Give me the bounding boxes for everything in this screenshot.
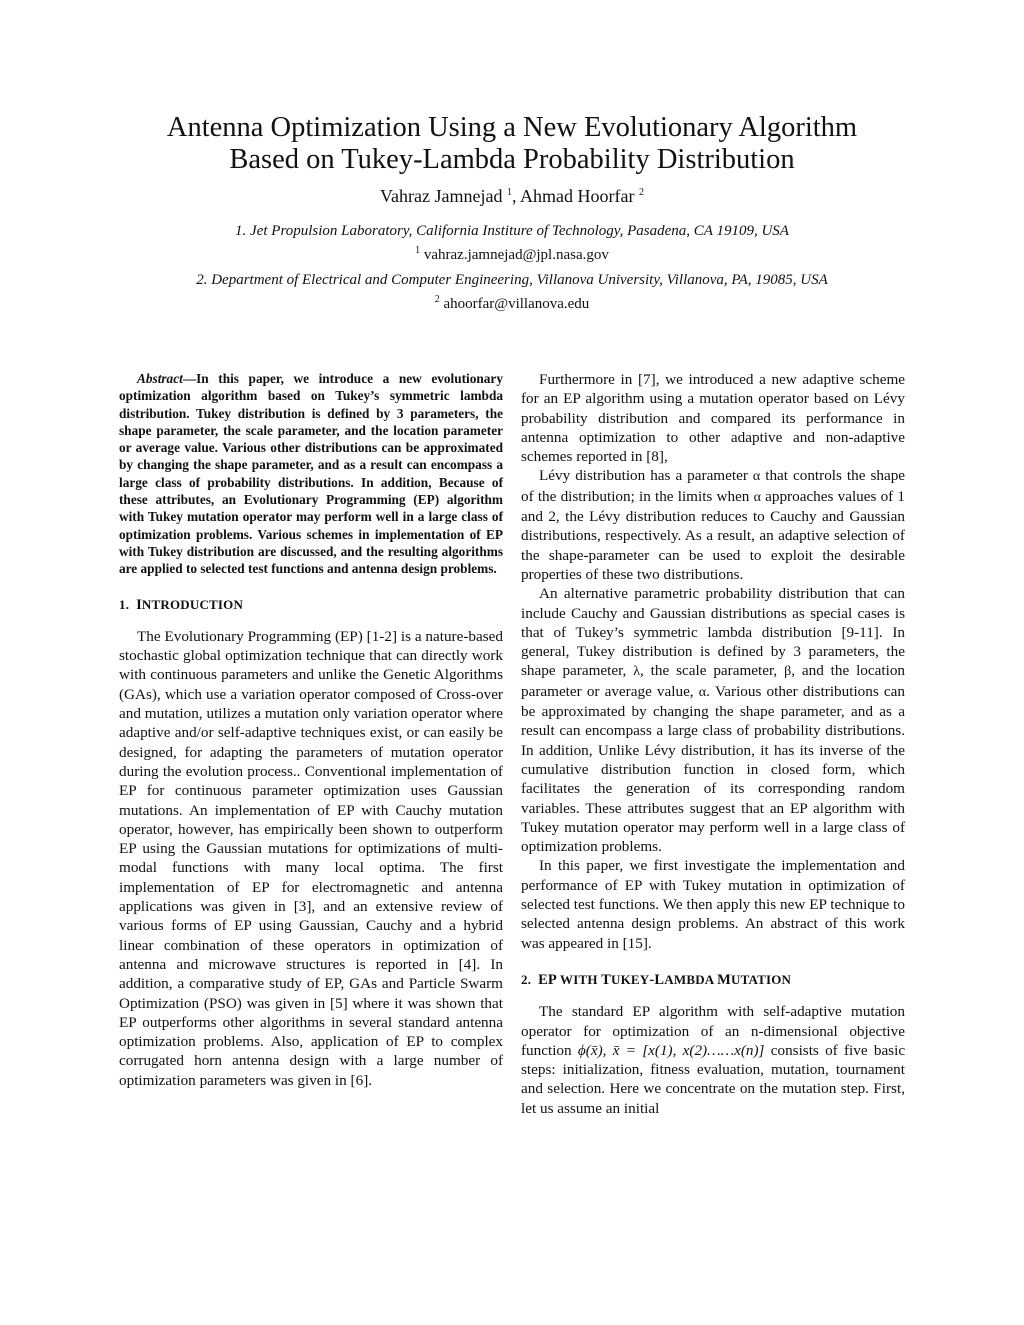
intro-paragraph-1: The Evolutionary Programming (EP) [1-2] is a nature-based stochastic global optimization technique that can directly work with continuous parameters and unlike the Genetic Algorithms (GAs), which use a variation operator composed of Cross-over and mutation, utilizes a mutation only variation operator where adaptive and/or self-adaptive techniques exist, or can easily be designed, for adapting the parameters of mutation operator during the evolution process.. Conventional implementation of EP for continuous parameter optimization uses Gaussian mutations. An implementation of EP with Cauchy mutation operator, however, has empirically been shown to outperform EP using the Gaussian mutations for optimizations of multi-modal functions with many local optima. The first implementation of EP for electromagnetic and antenna applications was given in [3], and an extensive review of various forms of EP using Gaussian, Cauchy and a hybrid linear combination of these operators in optimization of antenna and microwave structures is reported in [4]. In addition, a comparative study of EP, GAs and Particle Swarm Optimization (PSO) was given in [5] where it was shown that EP outperforms other algorithms in several standard antenna optimization problems. Also, application of EP to complex corrugated horn antenna design with a large number of optimization parameters was given in [6].	[119, 627, 503, 1089]
author-1: Vahraz Jamnejad	[380, 186, 503, 206]
abstract-label: Abstract	[137, 371, 183, 386]
intro-paragraph-4: An alternative parametric probability distribution that can include Cauchy and Gaussian distributions as special cases is that of Tukey’s symmetric lambda distribution [9-11]. In general, Tukey distribution is defined by 3 parameters, the shape parameter, λ, the scale parameter, β, and the location parameter or average value, α. Various other distributions can be approximated by changing the shape parameter, and as a result can encompass a large class of probability distributions. In addition, Unlike Lévy distribution, it has its inverse of the cumulative distribution function in closed form, which facilitates the generation of its corresponding random variables. These attributes suggest that an EP algorithm with Tukey mutation operator may perform well in a large class of optimization problems.	[521, 585, 906, 856]
title-line-2: Based on Tukey-Lambda Probability Distribution	[229, 144, 795, 175]
email-1: $^1$ vahraz.jamnejad@jpl.nasa.gov	[415, 245, 609, 263]
alpha-symbol: α	[752, 469, 761, 485]
author-2: Ahmad Hoorfar	[520, 186, 635, 206]
section-1-heading: 1. INTRODUCTION	[119, 596, 244, 613]
lambda-symbol: λ	[633, 664, 641, 680]
email-1-address[interactable]: vahraz.jamnejad@jpl.nasa.gov	[423, 247, 609, 263]
intro-paragraph-2: Furthermore in [7], we introduced a new adaptive scheme for an EP algorithm using a mutation operator based on Lévy probability distribution and compared its performance in antenna optimization to other adaptive and non-adaptive schemes reported in [8],	[521, 371, 905, 466]
paper-title	[0, 112, 1024, 176]
author-2-mark: 2	[638, 187, 644, 198]
title-line-1: Antenna Optimization Using a New Evolutionary Algorithm	[166, 112, 858, 143]
email-2: $^2$ ahoorfar@villanova.edu	[434, 294, 590, 312]
section-2-paragraph-1: The standard EP algorithm with self-adaptive mutation operator for optimization of an n-dimensional objective function ϕ(x̄), x̄ = [x(1), x(2)……x(n)] consists of five basic steps: initialization, fitness evaluation, mutation, tournament and selection. Here we concentrate on the mutation step. First, let us assume an initial	[521, 1003, 906, 1117]
author-list	[0, 185, 1024, 207]
alpha-symbol: α	[753, 489, 761, 505]
author-separator: ,	[511, 186, 520, 206]
affiliation-2: 2. Department of Electrical and Computer Engineering, Villanova University, Villanova, PA, 19085, USA	[196, 272, 828, 288]
abstract	[119, 370, 503, 578]
left-column	[119, 370, 503, 1090]
alpha-symbol: α	[698, 684, 707, 700]
affiliation-1: 1. Jet Propulsion Laboratory, California Institure of Technology, Pasadena, CA 19109, USA	[235, 223, 789, 239]
abstract-text: —In this paper, we introduce a new evolutionary optimization algorithm based on Tukey’s symmetric lambda distribution. Tukey distribution is defined by 3 parameters, the shape parameter, the scale parameter, and the location parameter or average value. Various other distributions can be approximated by changing the shape parameter, and as a result can encompass a large class of probability distributions. In addition, Because of these attributes, an Evolutionary Programming (EP) algorithm with Tukey mutation operator may perform well in a large class of optimization problems. Various schemes in implementation of EP with Tukey distribution are discussed, and the resulting algorithms are applied to selected test functions and antenna design problems.	[119, 371, 503, 577]
intro-paragraph-3: Lévy distribution has a parameter α that controls the shape of the distribution; in the limits when α approaches values of 1 and 2, the Lévy distribution reduces to Cauchy and Gaussian distributions, respectively. As a result, an adaptive selection of the shape-parameter can be used to exploit the desirable properties of these two distributions.	[521, 467, 906, 583]
intro-paragraph-5: In this paper, we first investigate the implementation and performance of EP with Tukey mutation in optimization of selected test functions. We then apply this new EP technique to selected antenna design problems. An abstract of this work was appeared in [15].	[521, 857, 905, 952]
email-2-address[interactable]: ahoorfar@villanova.edu	[443, 296, 590, 312]
section-2-heading: 2. EP WITH TUKEY-LAMBDA MUTATION	[521, 971, 792, 988]
objective-function-formula: ϕ(x̄), x̄ = [x(1), x(2)……x(n)]	[577, 1041, 765, 1059]
author-1-mark: 1	[506, 187, 512, 198]
beta-symbol: β	[784, 664, 792, 680]
right-column	[521, 370, 905, 1118]
